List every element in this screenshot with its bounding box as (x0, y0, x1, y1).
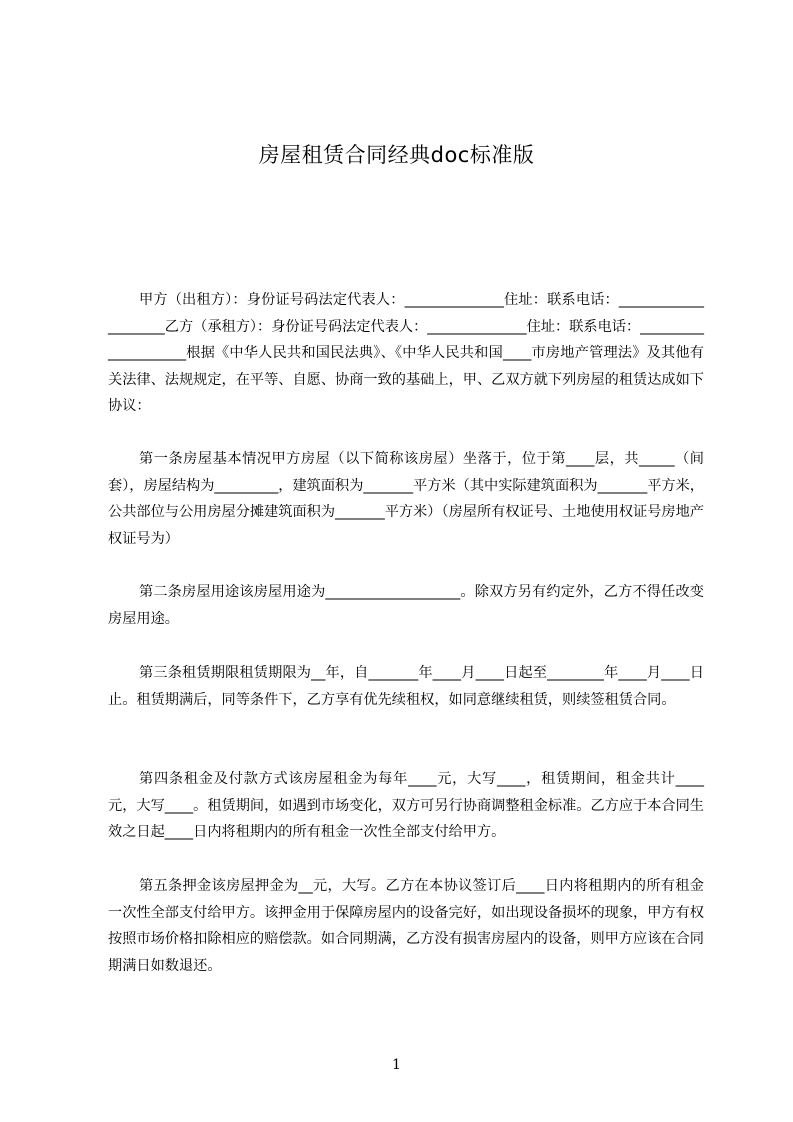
document-title: 房屋租赁合同经典doc标准版 (258, 143, 535, 167)
paragraph-parties: 甲方（出租方）：身份证号码法定代表人：______________住址：联系电话：____________________乙方（承租方）：身份证号码法定代表人：______________住址：联系电话：____________________根据《中华人民共和国民法典》、《中华人民共和国____市房地产管理法》及其他有关法律、法规规定，在平等、自愿、协商一致的基础上，甲、乙双方就下列房屋的租赁达成如下协议： (108, 292, 704, 414)
paragraph-article-4-rent-payment: 第四条租金及付款方式该房屋租金为每年____元，大写____，租赁期间，租金共计____元，大写____。租赁期间，如遇到市场变化，双方可另行协商调整租金标准。乙方应于本合同生效之日起____日内将租期内的所有租金一次性全部支付给甲方。 (108, 771, 704, 840)
paragraph-article-5-deposit: 第五条押金该房屋押金为__元，大写。乙方在本协议签订后____日内将租期内的所有租金一次性全部支付给甲方。该押金用于保障房屋内的设备完好，如出现设备损坏的现象，甲方有权按照市场价格扣除相应的赔偿款。如合同期满，乙方没有损害房屋内的设备，则甲方应该在合同期满日如数退还。 (108, 878, 704, 974)
paragraph-article-1-property-info: 第一条房屋基本情况甲方房屋（以下简称该房屋）坐落于，位于第____层，共_____（间套），房屋结构为_________，建筑面积为_______平方米（其中实际建筑面积为_______平方米，公共部位与公用房屋分摊建筑面积为_______平方米）（房屋所有权证号、土地使用权证号房地产权证号为） (108, 451, 704, 547)
paragraph-article-3-lease-term: 第三条租赁期限租赁期限为__年，自_______年____月____日起至________年____月____日止。租赁期满后，同等条件下，乙方享有优先续租权，如同意继续租赁，则续签租赁合同。 (108, 665, 704, 708)
paragraph-article-2-usage: 第二条房屋用途该房屋用途为___________________。除双方另有约定外，乙方不得任改变房屋用途。 (108, 584, 704, 627)
page-number: 1 (392, 1057, 401, 1073)
